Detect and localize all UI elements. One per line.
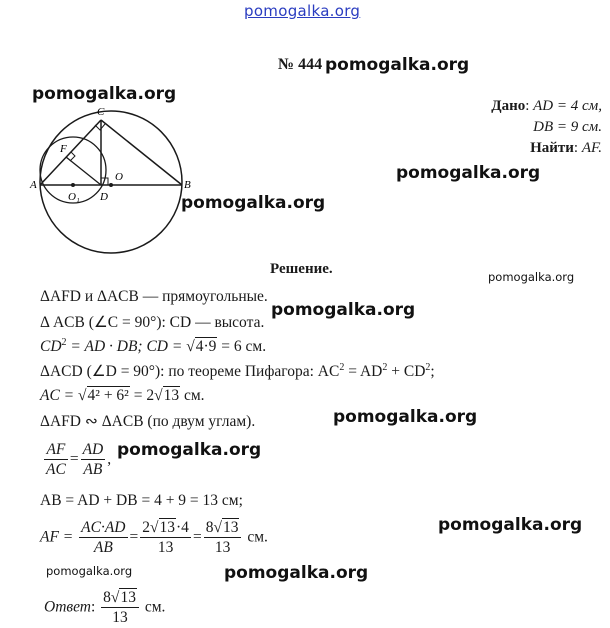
- watermark: pomogalka.org: [32, 84, 177, 104]
- fraction: $\frac{8√13}{13}$: [204, 518, 242, 558]
- sqrt: 13: [222, 519, 239, 536]
- watermark: pomogalka.org: [488, 270, 575, 284]
- solution-line: $CD^2$ = AD · DB; CD = √4·9 = 6 см.: [40, 337, 267, 356]
- num: AC·AD: [81, 519, 126, 536]
- text: CD: [40, 338, 62, 356]
- watermark: pomogalka.org: [438, 515, 583, 535]
- text: + CD: [387, 363, 426, 381]
- text: = 6 см.: [217, 338, 267, 356]
- den: AC: [46, 461, 66, 479]
- num: 8: [103, 589, 111, 606]
- given-block: Дано: AD = 4 см, DB = 9 см. Найти: AF.: [491, 98, 602, 156]
- sqrt: 13: [159, 519, 176, 536]
- watermark: pomogalka.org: [271, 300, 416, 320]
- fraction: [79, 518, 127, 558]
- fraction: $\frac{8√13}{13}$: [101, 588, 139, 628]
- right-angle-f: [70, 152, 75, 161]
- sqrt: 13: [163, 387, 180, 404]
- answer: Ответ: $\frac{8√13}{13}$ см.: [44, 589, 166, 627]
- watermark: pomogalka.org: [396, 163, 541, 183]
- solution-title: Решение.: [270, 261, 333, 277]
- given-ad: AD = 4 см,: [533, 98, 602, 114]
- text: = AD · DB; CD =: [66, 338, 187, 356]
- center-o: [109, 183, 113, 187]
- solution-line: AC = √4² + 6² = 2√13 см.: [40, 387, 205, 404]
- text: = 2: [129, 387, 155, 404]
- text: см.: [180, 387, 205, 404]
- text: ;: [430, 363, 435, 381]
- num: ·4: [176, 519, 189, 536]
- text: AC =: [40, 387, 79, 404]
- watermark: pomogalka.org: [117, 440, 262, 460]
- watermark-top[interactable]: pomogalka.org: [244, 2, 361, 20]
- text: AF =: [40, 528, 78, 546]
- unit: см.: [140, 598, 166, 616]
- label-f: F: [60, 143, 67, 155]
- label-b: B: [184, 179, 191, 191]
- den: AB: [93, 539, 113, 557]
- label-d: D: [100, 191, 108, 203]
- watermark: pomogalka.org: [333, 407, 478, 427]
- big-circle: [40, 111, 182, 253]
- watermark: pomogalka.org: [325, 55, 470, 75]
- num: AD: [82, 441, 104, 458]
- segment-cb: [101, 120, 182, 185]
- proportion: $\frac{AF}{AC}$ = $\frac{AD}{AB}$ ,: [46, 441, 112, 479]
- segment-ac: [40, 120, 101, 185]
- fraction: [81, 440, 106, 480]
- solution-line: ΔAFD ∾ ΔACB (по двум углам).: [40, 413, 256, 430]
- find-label: Найти: [530, 140, 574, 156]
- den: 13: [214, 539, 231, 557]
- answer-label: Ответ: [44, 598, 91, 616]
- label-o1: O₁: [68, 191, 80, 203]
- center-o1: [71, 183, 75, 187]
- given-db: DB = 9 см.: [533, 119, 602, 135]
- given-label: Дано: [491, 98, 526, 114]
- solution-line: ΔAFD и ΔACB — прямоугольные.: [40, 288, 268, 305]
- sqrt: 4·9: [195, 338, 217, 356]
- sqrt: 13: [120, 589, 136, 606]
- fraction: $\frac{2√13\cdot 4}{13}$: [142, 519, 189, 557]
- label-o: O: [115, 171, 123, 183]
- segment-fd: [66, 157, 101, 185]
- num: 2: [142, 519, 150, 536]
- num: AF: [46, 441, 66, 458]
- find-value: AF.: [581, 140, 602, 156]
- text: = AD: [344, 363, 383, 381]
- den: 13: [112, 609, 128, 627]
- unit: см.: [243, 528, 268, 546]
- den: 13: [157, 539, 174, 557]
- label-c: C: [97, 106, 105, 118]
- den: AB: [83, 461, 103, 479]
- solution-line: AB = AD + DB = 4 + 9 = 13 см;: [40, 492, 243, 509]
- watermark: pomogalka.org: [224, 563, 369, 583]
- geometry-figure: [28, 100, 198, 260]
- fraction: [44, 440, 68, 480]
- label-a: A: [30, 179, 37, 191]
- num: 8: [205, 519, 214, 536]
- text: ΔACD (∠D = 90°): по теореме Пифагора: AC: [40, 363, 340, 381]
- problem-number: № 444: [278, 56, 323, 73]
- watermark: pomogalka.org: [46, 564, 133, 578]
- solution-line: ΔACD (∠D = 90°): по теореме Пифагора: $AC^2 = AD^2 + CD^2$;: [40, 362, 435, 381]
- af-formula: AF = $\frac{AC\cdot AD}{AB}$ = $\frac{2√13\cdot 4}{13}$ = $\frac{8√13}{13}$ см.: [40, 519, 268, 557]
- sqrt: 4² + 6²: [87, 387, 129, 404]
- watermark: pomogalka.org: [181, 193, 326, 213]
- solution-line: Δ ACB (∠C = 90°): CD — высота.: [40, 314, 265, 331]
